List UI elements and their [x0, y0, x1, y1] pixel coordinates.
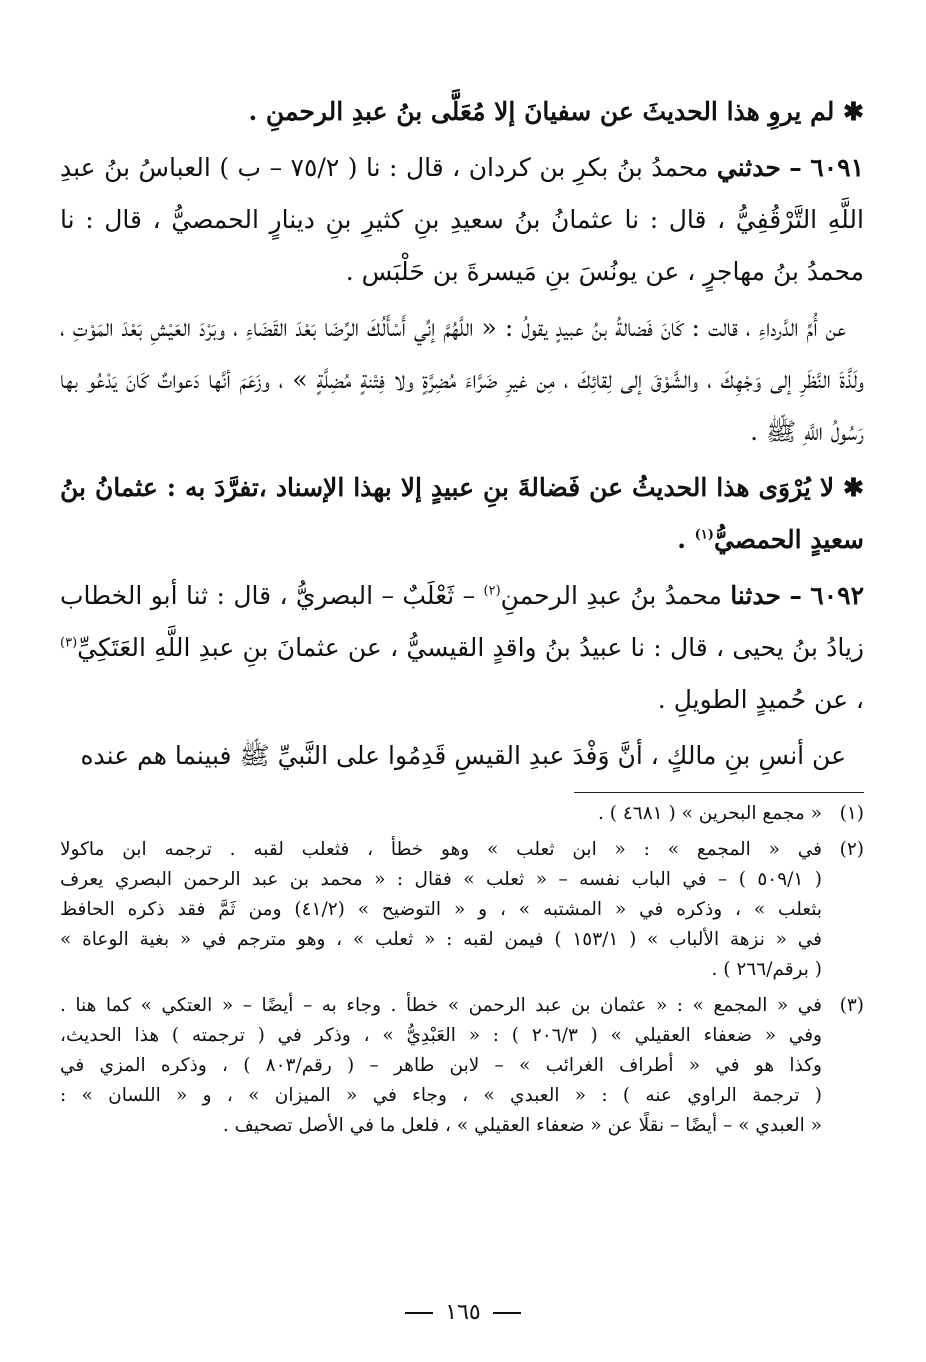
footnote-1 — [60, 799, 864, 829]
page-number-dash — [405, 1312, 433, 1314]
footnote-line: في « نزهة الألباب » ( ١٥٣/١ ) فيمن لقبه : « ثعلب » ، وهو مترجم في « بغية الوعاة » — [60, 929, 822, 950]
main-text — [60, 86, 864, 782]
footnote-2 — [60, 835, 864, 985]
note-2-text: لا يُرْوَى هذا الحديثُ عن فَضالةَ بنِ عبيدٍ إلا بهذا الإسناد ،تفرَّدَ به : عثمانُ بنُ سعيدٍ الحمصيُّ — [60, 473, 864, 554]
editor-note-1 — [60, 86, 864, 138]
footnote-number: (٣) — [839, 995, 864, 1016]
footnote-line: « العبدي » – أيضًا – نقلًا عن « ضعفاء العقيلي » ، فلعل ما في الأصل تصحيف . — [222, 1115, 822, 1136]
hadith-verb: حدثني — [716, 153, 781, 182]
footnote-3 — [60, 991, 864, 1141]
isnad-text-b: – ثَعْلَبٌ – البصريُّ ، قال : ثنا أبو الخطاب زيادُ بنُ يحيى ، قال : نا عبيدُ بنُ واقدٍ القيسيُّ ، عن عثمانَ بنِ عبدِ اللَّهِ العَتَكِيِّ — [60, 581, 864, 662]
editor-note-2: ✱ لا يُرْوَى هذا الحديثُ عن فَضالةَ بنِ عبيدٍ إلا بهذا الإسناد ،تفرَّدَ به : عثمانُ بنُ سعيدٍ الحمصيُّ$^{(١)}$ . — [60, 473, 864, 554]
page-number-value: ١٦٥ — [445, 1300, 481, 1325]
footnote-line: « مجمع البحرين » ( ٤٦٨١ ) . — [597, 803, 822, 824]
footnote-number: (٢) — [839, 839, 864, 860]
footnote-ref: (٣) — [60, 635, 78, 651]
footnote-line: في « المجمع » : « عثمان بن عبد الرحمن » خطأ . وجاء به – أيضًا – « العتكي » كما هنا . — [60, 995, 822, 1016]
hadith-verb: حدثنا — [730, 581, 781, 610]
matn-text: عن أنسِ بنِ مالكٍ ، أنَّ وَفْدَ عبدِ القيسِ قَدِمُوا على النَّبيِّ ﷺ فبينما هم عنده — [80, 741, 846, 770]
footnotes — [60, 799, 864, 1141]
footnote-line: بثعلب » ، وذكره في « المشتبه » ، و « التوضيح » (٤١/٢) ومن ثَمَّ فقد ذكره الحافظ — [60, 899, 822, 920]
page-number-dash — [493, 1312, 521, 1314]
footnote-line: ( ٥٠٩/١ ) – في الباب نفسه – « ثعلب » فقال : « محمد بن عبد الرحمن البصري يعرف — [60, 869, 822, 890]
asterisk-icon: ✱ — [843, 473, 864, 502]
matn-text: عن أُمِّ الدَّرداءِ ، قالت : كَانَ فَضالةُ بنُ عبيدٍ يقولُ : « اللَّهُمَّ إنِّي أَسْأَلُكَ الرِّضَا بَعْدَ القَضَاءِ ، وبَرْدَ العَيْشِ بَعْدَ المَوْتِ ، ولَذَّةَ النَّظَرِ إلى وَجْهِكَ ، والشَّوْقَ إلى لِقائِكَ ، مِن غيرِ ضَرَّاءَ مُضِرَّةٍ ولا فِتْنةٍ مُضِلَّةٍ » ، وزَعَمَ أنَّها دَعواتٌ كَانَ يَدْعُو بها رَسُولُ اللَّهِ ﷺ . — [60, 313, 864, 446]
footnote-ref: (١) — [694, 527, 714, 543]
hadith-6091-isnad — [60, 142, 864, 298]
isnad-text-c: ، عن حُميدٍ الطويلِ . — [657, 685, 864, 714]
hadith-6092-matn — [60, 730, 864, 782]
asterisk-icon: ✱ — [843, 97, 864, 126]
isnad-text-a: محمدُ بنُ عبدِ الرحمنِ — [500, 581, 722, 610]
footnote-line: وفي « ضعفاء العقيلي » ( ٢٠٦/٣ ) : « العَبْدِيُّ » ، وذكر في ( ترجمته ) هذا الحديث، — [60, 1025, 822, 1046]
hadith-dash: – — [789, 153, 802, 182]
hadith-number: ٦٠٩١ — [810, 153, 864, 182]
note-1-text: لم يروِ هذا الحديثَ عن سفيانَ إلا مُعَلَّى بنُ عبدِ الرحمنِ . — [248, 97, 835, 126]
footnote-line: وكذا هو في « أطراف الغرائب » – لابن طاهر – ( رقم/٨٠٣ ) ، وذكره المزي في — [60, 1055, 822, 1076]
hadith-dash: – — [789, 581, 802, 610]
footnote-line: في « المجمع » : « ابن ثعلب » وهو خطأ ، فثعلب لقبه . ترجمه ابن ماكولا — [60, 839, 822, 860]
footnote-line: ( برقم/٢٦٦ ) . — [711, 959, 822, 980]
isnad-text: محمدُ بنُ بكرِ بن كردان ، قال : نا ( ٧٥/٢ – ب ) العباسُ بنُ عبدِ اللَّهِ التَّرْقُفِيُّ ، قال : نا عثمانُ بنُ سعيدِ بنِ كثيرِ بنِ دينارٍ الحمصيُّ ، قال : نا محمدُ بنُ مهاجرٍ ، عن يونُسَ بنِ مَيسرةَ بن حَلْبَس . — [60, 153, 864, 286]
page-number — [0, 1300, 926, 1325]
hadith-6091-matn — [60, 302, 864, 458]
footnote-ref: (٢) — [483, 583, 501, 599]
hadith-6092-isnad — [60, 570, 864, 726]
hadith-number: ٦٠٩٢ — [810, 581, 864, 610]
footnote-divider — [574, 792, 864, 793]
footnote-line: ( ترجمة الراوي عنه ) : « العبدي » ، وجاء في « الميزان » ، و « اللسان » : — [60, 1085, 822, 1106]
footnote-number: (١) — [839, 803, 864, 824]
